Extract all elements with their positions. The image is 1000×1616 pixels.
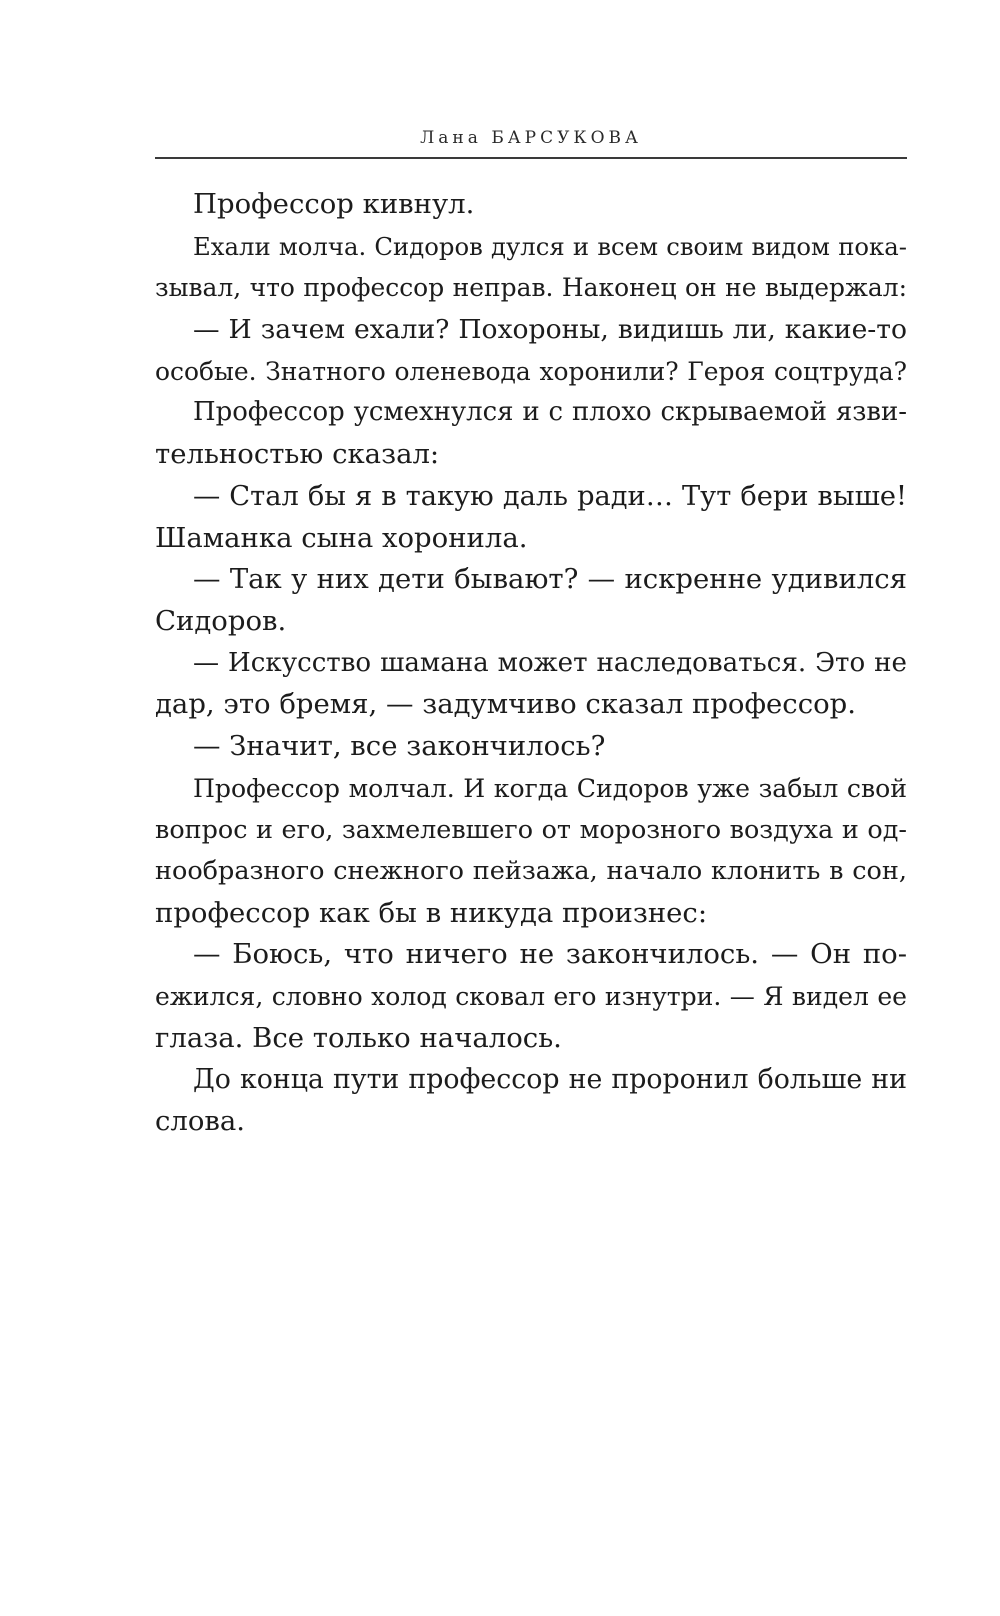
text-line: Профессор молчал. И когда Сидоров уже забыл свой [193, 773, 907, 803]
page-body-text [155, 184, 907, 1143]
author-first-name: Лана [420, 128, 482, 148]
text-line: До конца пути профессор не проронил больше ни [193, 1064, 907, 1096]
text-line: — Значит, все закончилось? [193, 729, 606, 762]
text-line: глаза. Все только началось. [155, 1021, 562, 1054]
text-line: дар, это бремя, — задумчиво сказал профессор. [155, 688, 856, 721]
text-line: — Так у них дети бывают? — искренне удивился [193, 563, 907, 596]
text-line: — Боюсь, что ничего не закончилось. — Он по- [193, 938, 907, 971]
text-line: особые. Знатного оленевода хоронили? Героя соцтруда? [155, 356, 907, 386]
text-line: — Стал бы я в такую даль ради… Тут бери выше! [193, 480, 907, 512]
running-header [155, 128, 907, 148]
text-line: — И зачем ехали? Похороны, видишь ли, какие-то [193, 314, 907, 346]
author-last-name: БАРСУКОВА [491, 128, 642, 148]
text-line: Сидоров. [155, 604, 287, 637]
text-line: профессор как бы в никуда произнес: [155, 896, 708, 929]
header-rule [155, 157, 907, 159]
text-line: зывал, что профессор неправ. Наконец он не выдержал: [155, 273, 907, 303]
text-line: Ехали молча. Сидоров дулся и всем своим видом пока- [193, 231, 907, 261]
text-line: вопрос и его, захмелевшего от морозного воздуха и од- [155, 814, 907, 845]
text-line: Профессор усмехнулся и с плохо скрываемой язви- [193, 397, 907, 428]
text-line: нообразного снежного пейзажа, начало клонить в сон, [155, 856, 907, 886]
text-line: ежился, словно холод сковал его изнутри. — Я видел ее [155, 982, 907, 1012]
text-line: Профессор кивнул. [193, 188, 475, 220]
text-line: — Искусство шамана может наследоваться. Это не [193, 647, 907, 678]
text-line: слова. [155, 1105, 246, 1138]
text-line: тельностью сказал: [155, 438, 440, 471]
text-line: Шаманка сына хоронила. [155, 521, 528, 554]
